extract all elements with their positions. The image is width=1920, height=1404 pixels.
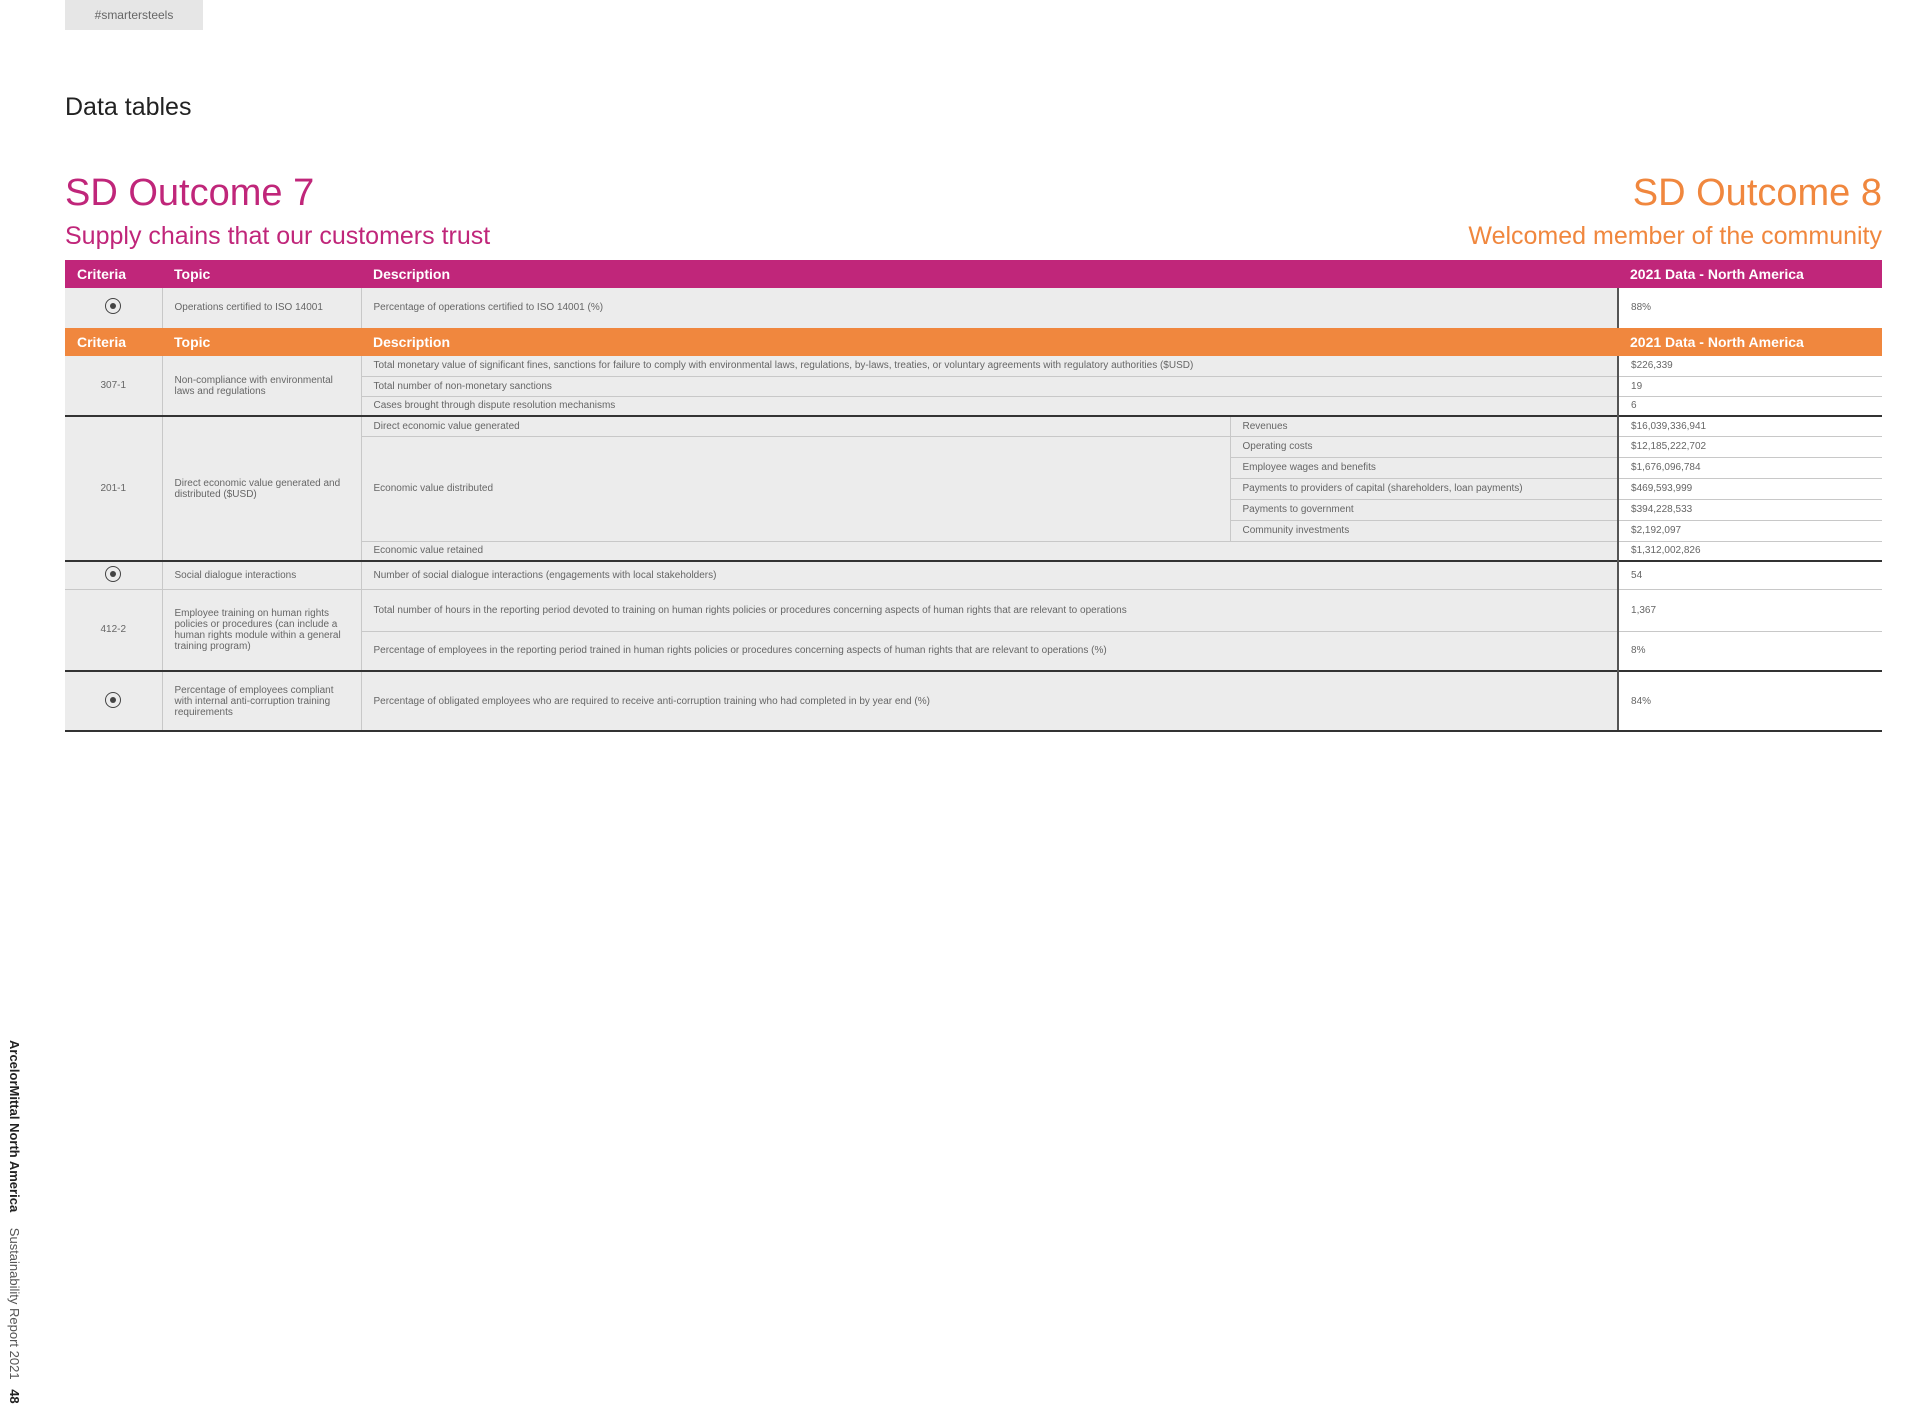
- sub-description-cell: Employee wages and benefits: [1230, 457, 1618, 478]
- topic-header: Topic: [162, 260, 361, 288]
- description-cell: Number of social dialogue interactions (engagements with local stakeholders): [361, 561, 1618, 589]
- page-number: 48: [7, 1389, 22, 1404]
- outcome-8-title: SD Outcome 8: [1632, 172, 1882, 214]
- target-icon: [105, 298, 121, 314]
- value-cell: 1,367: [1618, 589, 1882, 631]
- criteria-cell: 307-1: [65, 356, 162, 416]
- outcome-8-subtitle: Welcomed member of the community: [1468, 222, 1882, 250]
- description-cell: Economic value retained: [361, 541, 1618, 561]
- criteria-header: Criteria: [65, 260, 162, 288]
- topic-cell: Non-compliance with environmental laws and regulations: [162, 356, 361, 416]
- criteria-cell: [65, 671, 162, 731]
- sub-description-cell: Operating costs: [1230, 436, 1618, 457]
- outcome-8-table: [65, 328, 1882, 732]
- description-cell: Total number of non-monetary sanctions: [361, 376, 1618, 396]
- value-cell: $1,676,096,784: [1618, 457, 1882, 478]
- sidebar-footer: [7, 1040, 22, 1404]
- value-cell: 19: [1618, 376, 1882, 396]
- description-cell: Total number of hours in the reporting period devoted to training on human rights policies or procedures concerning aspects of human rights that are relevant to operations: [361, 589, 1618, 631]
- value-cell: 84%: [1618, 671, 1882, 731]
- target-icon: [105, 566, 121, 582]
- description-cell: Cases brought through dispute resolution mechanisms: [361, 396, 1618, 416]
- description-cell: Total monetary value of significant fines, sanctions for failure to comply with environmental laws, regulations, by-laws, treaties, or voluntary agreements with regulatory authorities ($USD): [361, 356, 1618, 376]
- topic-cell: Social dialogue interactions: [162, 561, 361, 589]
- sub-description-cell: Revenues: [1230, 416, 1618, 436]
- criteria-header: Criteria: [65, 328, 162, 356]
- topic-cell: Percentage of employees compliant with internal anti-corruption training requirements: [162, 671, 361, 731]
- page-heading: Data tables: [65, 93, 192, 121]
- value-cell: $16,039,336,941: [1618, 416, 1882, 436]
- topic-header: Topic: [162, 328, 361, 356]
- outcome-8-header-row: [65, 328, 1882, 356]
- outcome-7-title: SD Outcome 7: [65, 172, 315, 214]
- description-header: Description: [361, 260, 1618, 288]
- table-row: [65, 589, 1882, 631]
- value-cell: $394,228,533: [1618, 499, 1882, 520]
- criteria-cell: [65, 561, 162, 589]
- description-cell: Percentage of obligated employees who are required to receive anti-corruption training who had completed in by year end (%): [361, 671, 1618, 731]
- outcome-7-subtitle: Supply chains that our customers trust: [65, 222, 491, 250]
- topic-cell: Employee training on human rights policies or procedures (can include a human rights module within a general training program): [162, 589, 361, 671]
- value-cell: $469,593,999: [1618, 478, 1882, 499]
- report-name: Sustainability Report 2021: [7, 1227, 22, 1380]
- topic-cell: Operations certified to ISO 14001: [162, 288, 361, 328]
- topic-cell: Direct economic value generated and distributed ($USD): [162, 416, 361, 561]
- description-cell: Percentage of employees in the reporting period trained in human rights policies or procedures concerning aspects of human rights that are relevant to operations (%): [361, 631, 1618, 671]
- brand-name: ArcelorMittal North America: [7, 1040, 22, 1213]
- sub-description-cell: Payments to providers of capital (shareholders, loan payments): [1230, 478, 1618, 499]
- target-icon: [105, 692, 121, 708]
- value-cell: $2,192,097: [1618, 520, 1882, 541]
- table-row: [65, 288, 1882, 328]
- table-row: [65, 416, 1882, 436]
- sub-description-cell: Payments to government: [1230, 499, 1618, 520]
- sub-description-cell: Community investments: [1230, 520, 1618, 541]
- value-cell: 6: [1618, 396, 1882, 416]
- value-cell: 54: [1618, 561, 1882, 589]
- data-header: 2021 Data - North America: [1618, 260, 1882, 288]
- value-cell: 8%: [1618, 631, 1882, 671]
- description-header: Description: [361, 328, 1618, 356]
- description-cell: Percentage of operations certified to ISO 14001 (%): [361, 288, 1618, 328]
- criteria-cell: 201-1: [65, 416, 162, 561]
- value-cell: $226,339: [1618, 356, 1882, 376]
- criteria-cell: [65, 288, 162, 328]
- description-cell: Direct economic value generated: [361, 416, 1230, 436]
- value-cell: 88%: [1618, 288, 1882, 328]
- outcome-7-table: [65, 260, 1882, 329]
- value-cell: $12,185,222,702: [1618, 436, 1882, 457]
- table-row: [65, 561, 1882, 589]
- table-row: [65, 356, 1882, 376]
- value-cell: $1,312,002,826: [1618, 541, 1882, 561]
- hashtag-label: #smartersteels: [65, 0, 203, 30]
- description-cell: Economic value distributed: [361, 436, 1230, 541]
- criteria-cell: 412-2: [65, 589, 162, 671]
- outcome-7-header-row: [65, 260, 1882, 288]
- table-row: [65, 671, 1882, 731]
- data-header: 2021 Data - North America: [1618, 328, 1882, 356]
